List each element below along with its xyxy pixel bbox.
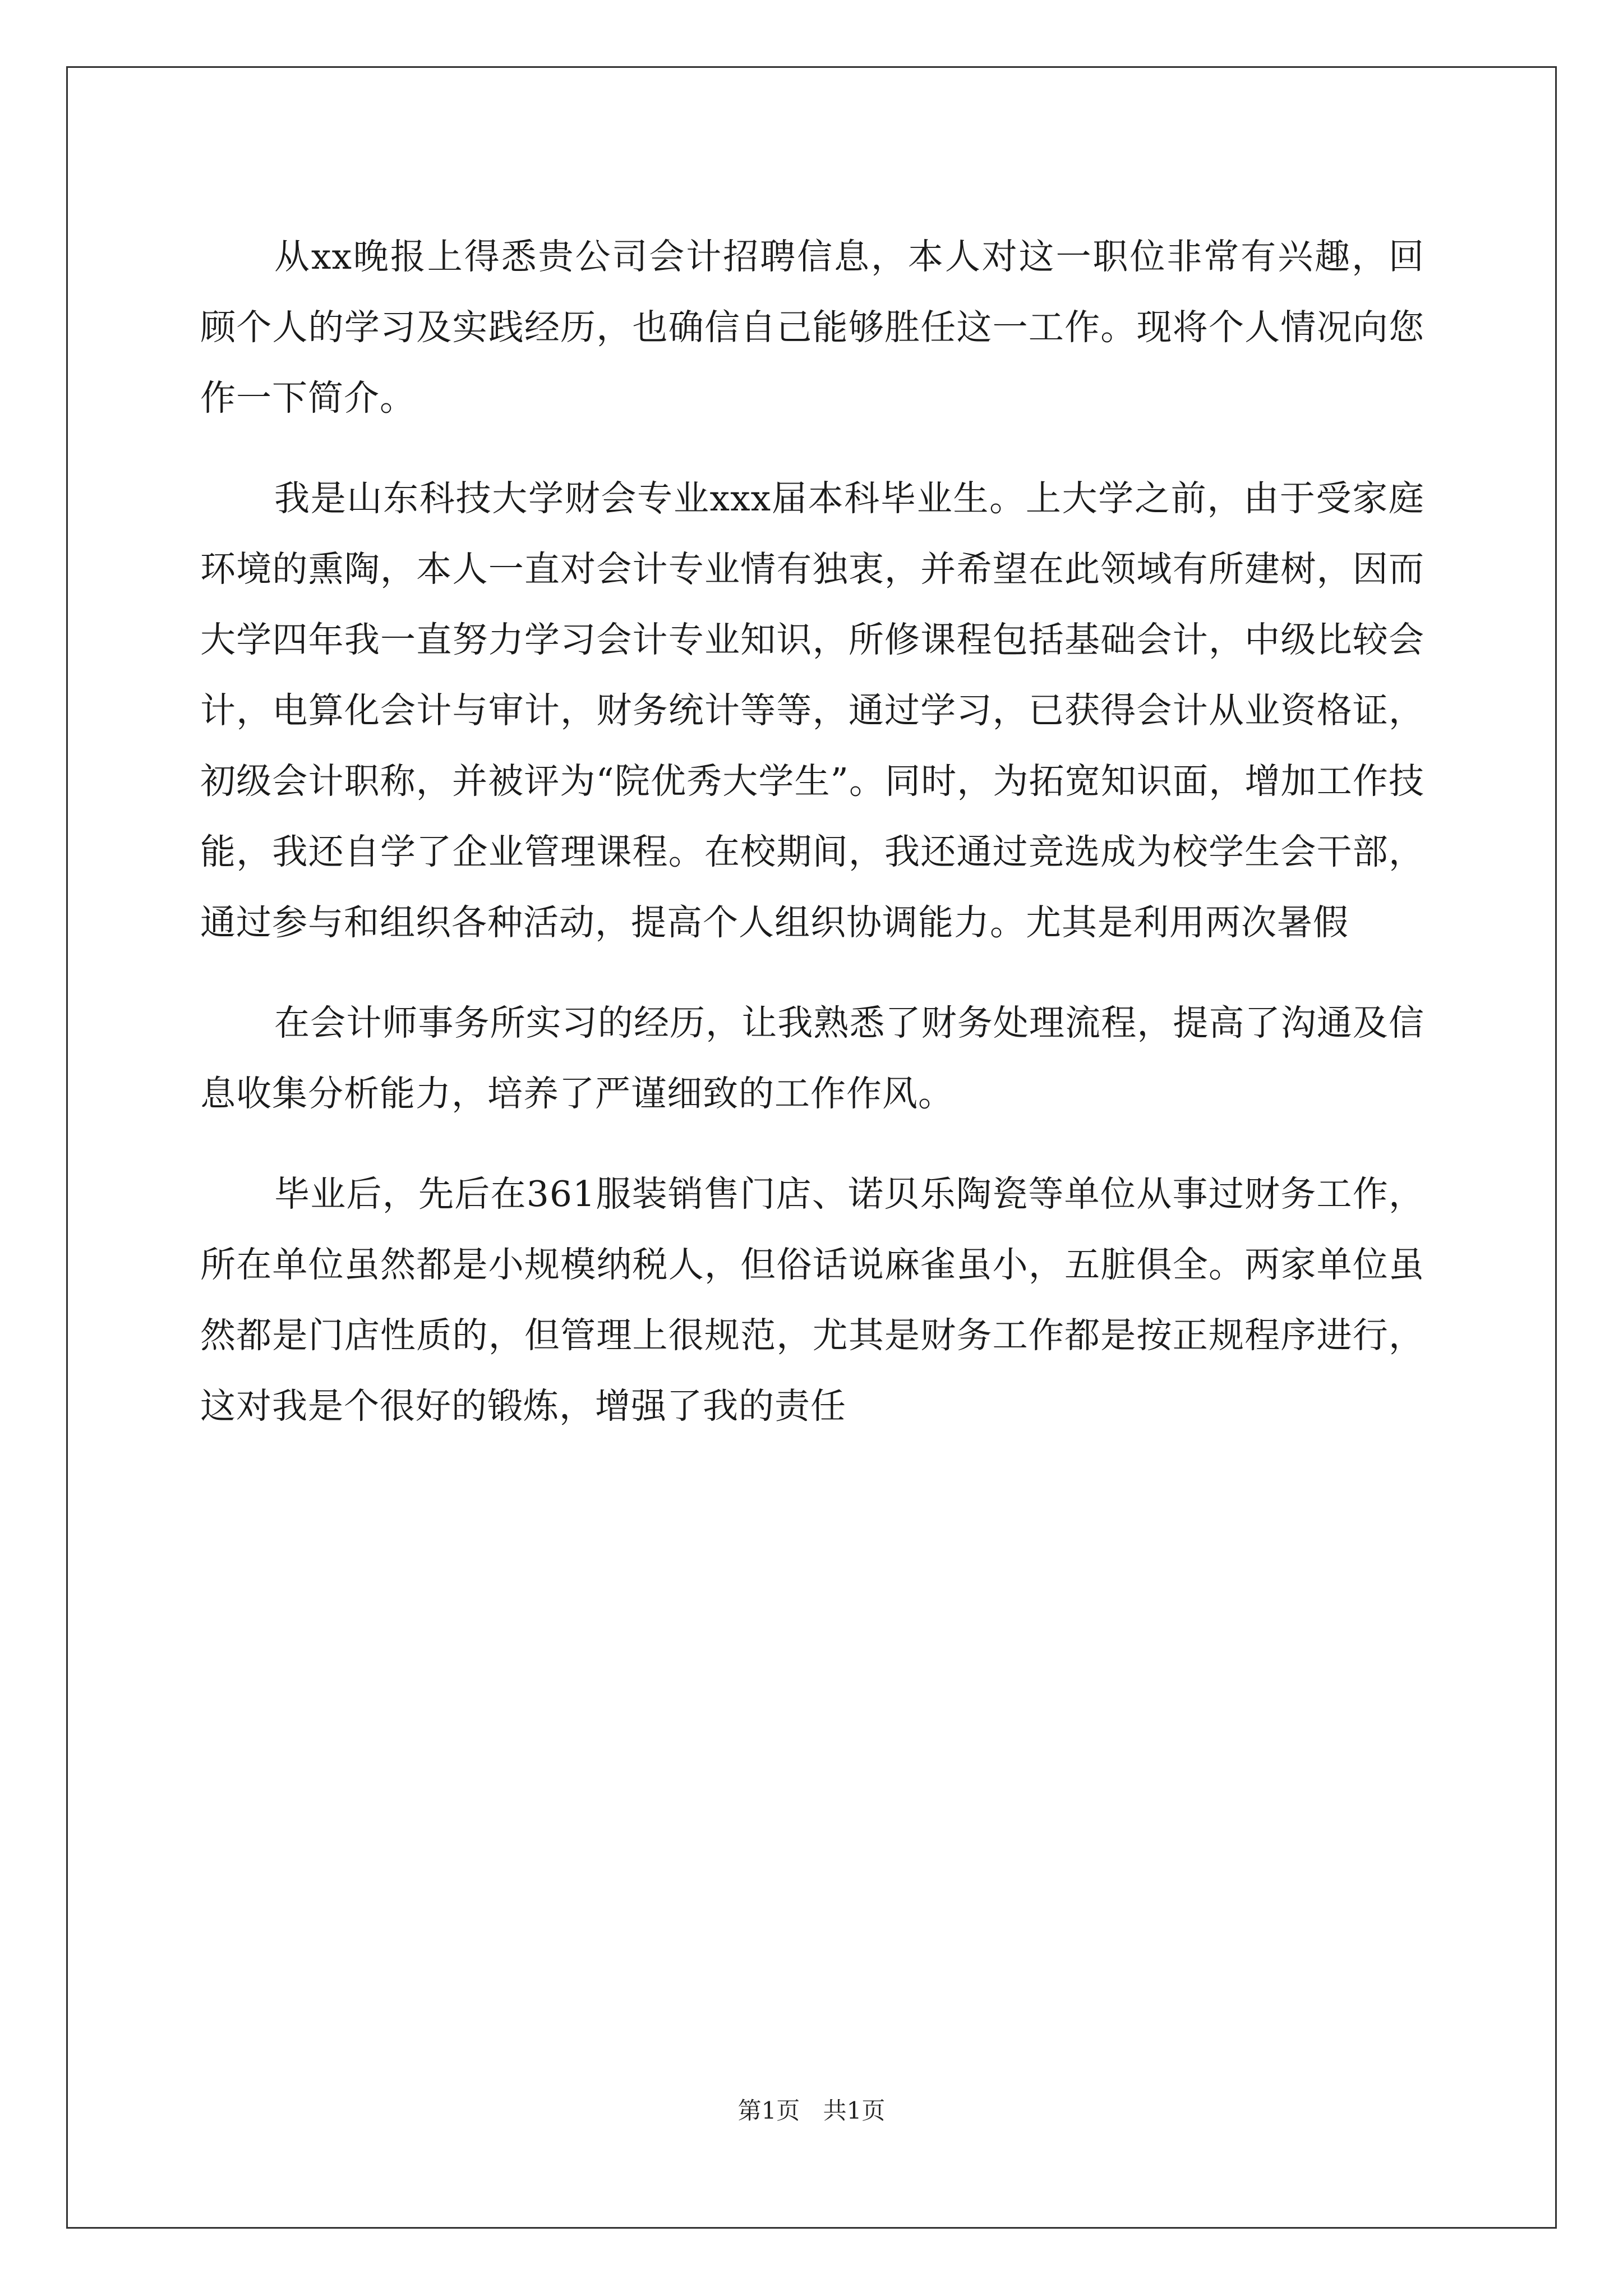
paragraph-education: 我是山东科技大学财会专业xxx届本科毕业生。上大学之前，由于受家庭环境的熏陶，本人一直对会计专业情有独衷，并希望在此领域有所建树，因而大学四年我一直努力学习会计专业知识，所修课程包括基础会计，中级比较会计，电算化会计与审计，财务统计等等，通过学习，已获得会计从业资格证，初级会计职称，并被评为“院优秀大学生”。同时，为拓宽知识面，增加工作技能，我还自学了企业管理课程。在校期间，我还通过竞选成为校学生会干部，通过参与和组织各种活动，提高个人组织协调能力。尤其是利用两次暑假 [200,478,1424,943]
page-number-total: 共1页 [823,2097,886,2124]
page-number-current: 第1页 [737,2097,800,2124]
page-footer [0,2092,1623,2126]
document-body [200,222,1424,1442]
paragraph-intro: 从xx晚报上得悉贵公司会计招聘信息，本人对这一职位非常有兴趣，回顾个人的学习及实践经历，也确信自己能够胜任这一工作。现将个人情况向您作一下简介。 [200,236,1424,418]
paragraph-internship: 在会计师事务所实习的经历，让我熟悉了财务处理流程，提高了沟通及信息收集分析能力，培养了严谨细致的工作作风。 [200,1002,1424,1114]
paragraph-work-experience: 毕业后，先后在361服装销售门店、诺贝乐陶瓷等单位从事过财务工作，所在单位虽然都是小规模纳税人，但俗话说麻雀虽小，五脏俱全。两家单位虽然都是门店性质的，但管理上很规范，尤其是财务工作都是按正规程序进行，这对我是个很好的锻炼，增强了我的责任 [200,1174,1424,1427]
